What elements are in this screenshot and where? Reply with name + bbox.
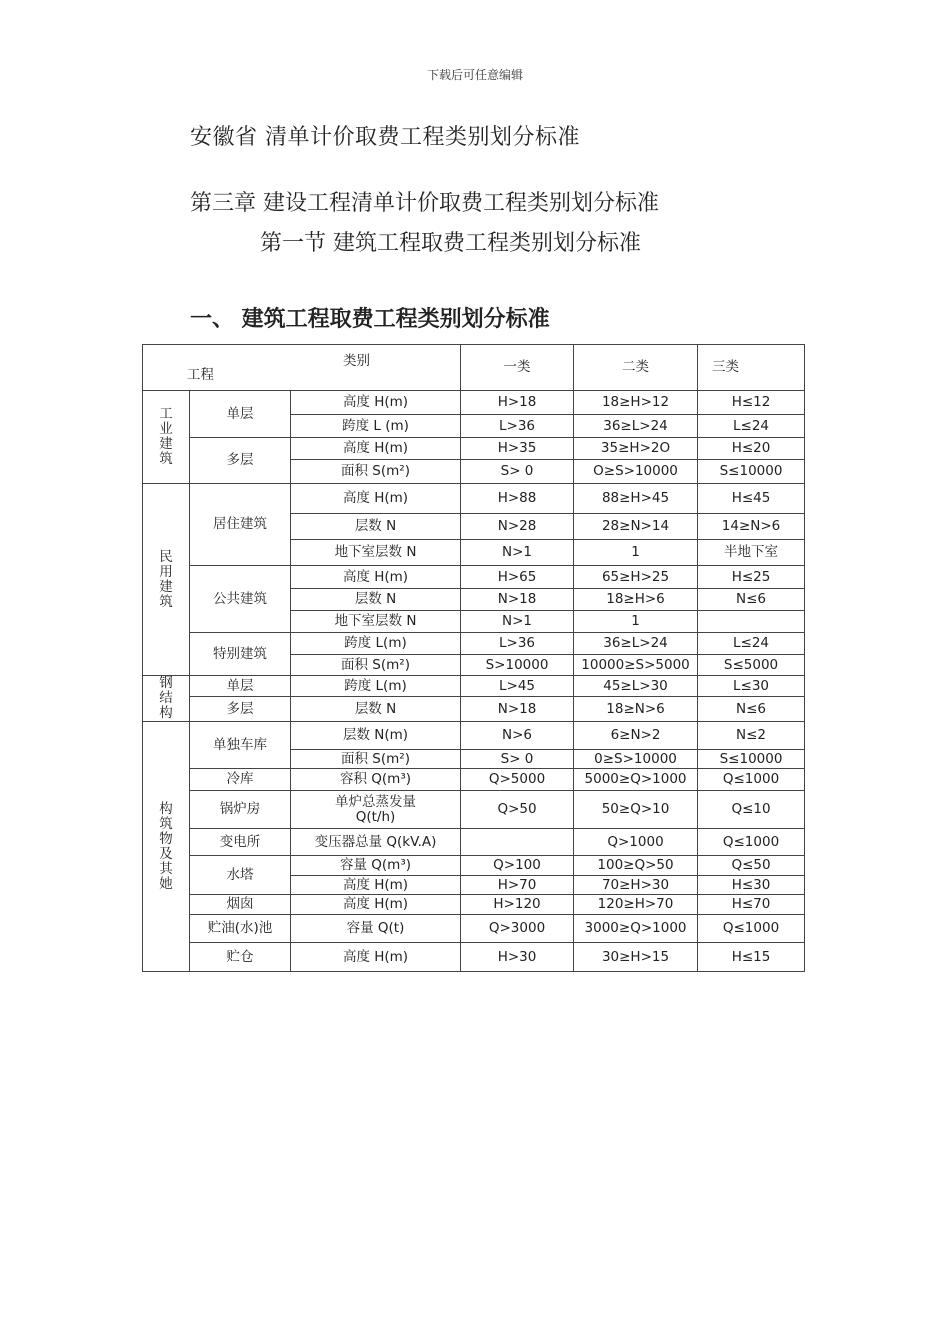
- class3-value: N≤6: [698, 589, 805, 611]
- indicator: 单炉总蒸发量 Q(t/h): [291, 791, 461, 829]
- class3-value: S≤10000: [698, 750, 805, 769]
- class3-value: H≤45: [698, 484, 805, 514]
- table-header-row: [143, 345, 805, 391]
- class3-value: Q≤1000: [698, 915, 805, 943]
- class1-value: H>65: [461, 566, 574, 589]
- class2-value: 5000≥Q>1000: [574, 769, 698, 791]
- table-row: [143, 438, 805, 460]
- class3-value: Q≤1000: [698, 829, 805, 856]
- header-class2: 二类: [574, 345, 698, 391]
- class3-value: L≤30: [698, 676, 805, 697]
- indicator: 变压器总量 Q(kV.A): [291, 829, 461, 856]
- class2-value: Q>1000: [574, 829, 698, 856]
- indicator: 地下室层数 N: [291, 540, 461, 566]
- class2-value: 3000≥Q>1000: [574, 915, 698, 943]
- class1-value: Q>100: [461, 856, 574, 876]
- classification-table: [142, 344, 805, 972]
- sub-public: 公共建筑: [190, 566, 291, 633]
- class3-value: S≤10000: [698, 460, 805, 484]
- class3-value: Q≤10: [698, 791, 805, 829]
- group-civil: 民用建筑: [143, 484, 190, 676]
- class1-value: N>1: [461, 611, 574, 633]
- sub-residential: 居住建筑: [190, 484, 291, 566]
- indicator: 层数 N: [291, 514, 461, 540]
- indicator: 跨度 L (m): [291, 415, 461, 438]
- header-class3: 三类: [698, 345, 805, 391]
- class1-value: H>30: [461, 943, 574, 972]
- sub-cold-storage: 冷库: [190, 769, 291, 791]
- table-row: [143, 676, 805, 697]
- class1-value: Q>3000: [461, 915, 574, 943]
- class1-value: Q>5000: [461, 769, 574, 791]
- sub-steel-single: 单层: [190, 676, 291, 697]
- class1-value: H>120: [461, 895, 574, 915]
- sub-substation: 变电所: [190, 829, 291, 856]
- class1-value: L>36: [461, 633, 574, 655]
- table-row: [143, 484, 805, 514]
- header-category: 类别: [343, 352, 370, 369]
- class1-value: Q>50: [461, 791, 574, 829]
- class3-value: Q≤1000: [698, 769, 805, 791]
- class1-value: S> 0: [461, 460, 574, 484]
- sub-multi: 多层: [190, 438, 291, 484]
- sub-oil-water-pool: 贮油(水)池: [190, 915, 291, 943]
- indicator: 容量 Q(t): [291, 915, 461, 943]
- sub-special: 特别建筑: [190, 633, 291, 676]
- indicator: 面积 S(m²): [291, 750, 461, 769]
- class2-value: 120≥H>70: [574, 895, 698, 915]
- class3-value: N≤2: [698, 722, 805, 750]
- table-row: [143, 722, 805, 750]
- indicator: 高度 H(m): [291, 391, 461, 415]
- group-structures: 构筑物及其她: [143, 722, 190, 972]
- class2-value: 36≥L>24: [574, 415, 698, 438]
- indicator: 高度 H(m): [291, 876, 461, 895]
- indicator: 容积 Q(m³): [291, 769, 461, 791]
- sub-steel-multi: 多层: [190, 697, 291, 722]
- sub-single: 单层: [190, 391, 291, 438]
- indicator: 面积 S(m²): [291, 460, 461, 484]
- class3-value: Q≤50: [698, 856, 805, 876]
- class3-value: H≤30: [698, 876, 805, 895]
- class2-value: 10000≥S>5000: [574, 655, 698, 676]
- indicator: 高度 H(m): [291, 484, 461, 514]
- class1-value: N>6: [461, 722, 574, 750]
- table-row: [143, 856, 805, 876]
- class3-value: L≤24: [698, 633, 805, 655]
- class2-value: 6≥N>2: [574, 722, 698, 750]
- class2-value: 18≥H>12: [574, 391, 698, 415]
- class2-value: 35≥H>2O: [574, 438, 698, 460]
- indicator: 面积 S(m²): [291, 655, 461, 676]
- class1-value: [461, 829, 574, 856]
- class2-value: 50≥Q>10: [574, 791, 698, 829]
- table-row: [143, 697, 805, 722]
- class2-value: 1: [574, 611, 698, 633]
- class3-value: H≤25: [698, 566, 805, 589]
- sub-chimney: 烟囱: [190, 895, 291, 915]
- table-row: [143, 391, 805, 415]
- class1-value: N>1: [461, 540, 574, 566]
- class1-value: H>35: [461, 438, 574, 460]
- class3-value: H≤15: [698, 943, 805, 972]
- group-steel: 钢结构: [143, 676, 190, 722]
- chapter-heading: 第三章 建设工程清单计价取费工程类别划分标准: [190, 191, 659, 216]
- class3-value: H≤70: [698, 895, 805, 915]
- indicator: 容量 Q(m³): [291, 856, 461, 876]
- class1-value: H>88: [461, 484, 574, 514]
- class1-value: N>18: [461, 589, 574, 611]
- sub-garage: 单独车库: [190, 722, 291, 769]
- indicator: 层数 N: [291, 697, 461, 722]
- class3-value: H≤12: [698, 391, 805, 415]
- class2-value: 30≥H>15: [574, 943, 698, 972]
- indicator: 地下室层数 N: [291, 611, 461, 633]
- class1-value: S> 0: [461, 750, 574, 769]
- class2-value: 100≥Q>50: [574, 856, 698, 876]
- class2-value: 88≥H>45: [574, 484, 698, 514]
- section-heading: 第一节 建筑工程取费工程类别划分标准: [260, 231, 641, 256]
- header-class1: 一类: [461, 345, 574, 391]
- class1-value: L>36: [461, 415, 574, 438]
- indicator: 高度 H(m): [291, 438, 461, 460]
- table-row: [143, 633, 805, 655]
- class1-value: N>18: [461, 697, 574, 722]
- class1-value: L>45: [461, 676, 574, 697]
- class2-value: 70≥H>30: [574, 876, 698, 895]
- class3-value: [698, 611, 805, 633]
- table-row: [143, 829, 805, 856]
- table-row: [143, 943, 805, 972]
- class3-value: L≤24: [698, 415, 805, 438]
- table-row: [143, 895, 805, 915]
- indicator: 跨度 L(m): [291, 676, 461, 697]
- table-row: [143, 769, 805, 791]
- indicator: 高度 H(m): [291, 895, 461, 915]
- subsection-heading: 一、 建筑工程取费工程类别划分标准: [190, 307, 550, 332]
- table-row: [143, 566, 805, 589]
- class3-value: S≤5000: [698, 655, 805, 676]
- header-project: 工程: [187, 366, 214, 383]
- sub-silo: 贮仓: [190, 943, 291, 972]
- class2-value: 18≥H>6: [574, 589, 698, 611]
- class2-value: 18≥N>6: [574, 697, 698, 722]
- class1-value: S>10000: [461, 655, 574, 676]
- class3-value: N≤6: [698, 697, 805, 722]
- header-diagonal-cell: [143, 345, 461, 391]
- download-note: 下载后可任意编辑: [426, 68, 523, 82]
- document-title: 安徽省 清单计价取费工程类别划分标准: [190, 125, 580, 150]
- class2-value: 0≥S>10000: [574, 750, 698, 769]
- class2-value: 1: [574, 540, 698, 566]
- indicator: 层数 N: [291, 589, 461, 611]
- table-row: [143, 915, 805, 943]
- table-row: [143, 791, 805, 829]
- class1-value: H>18: [461, 391, 574, 415]
- indicator: 跨度 L(m): [291, 633, 461, 655]
- sub-water-tower: 水塔: [190, 856, 291, 895]
- class2-value: O≥S>10000: [574, 460, 698, 484]
- class2-value: 45≥L>30: [574, 676, 698, 697]
- indicator: 层数 N(m): [291, 722, 461, 750]
- indicator: 高度 H(m): [291, 566, 461, 589]
- indicator: 高度 H(m): [291, 943, 461, 972]
- class3-value: 半地下室: [698, 540, 805, 566]
- class2-value: 36≥L>24: [574, 633, 698, 655]
- sub-boiler-room: 锅炉房: [190, 791, 291, 829]
- class2-value: 65≥H>25: [574, 566, 698, 589]
- class3-value: H≤20: [698, 438, 805, 460]
- class1-value: H>70: [461, 876, 574, 895]
- class1-value: N>28: [461, 514, 574, 540]
- class3-value: 14≥N>6: [698, 514, 805, 540]
- class2-value: 28≥N>14: [574, 514, 698, 540]
- group-industrial: 工业建筑: [143, 391, 190, 484]
